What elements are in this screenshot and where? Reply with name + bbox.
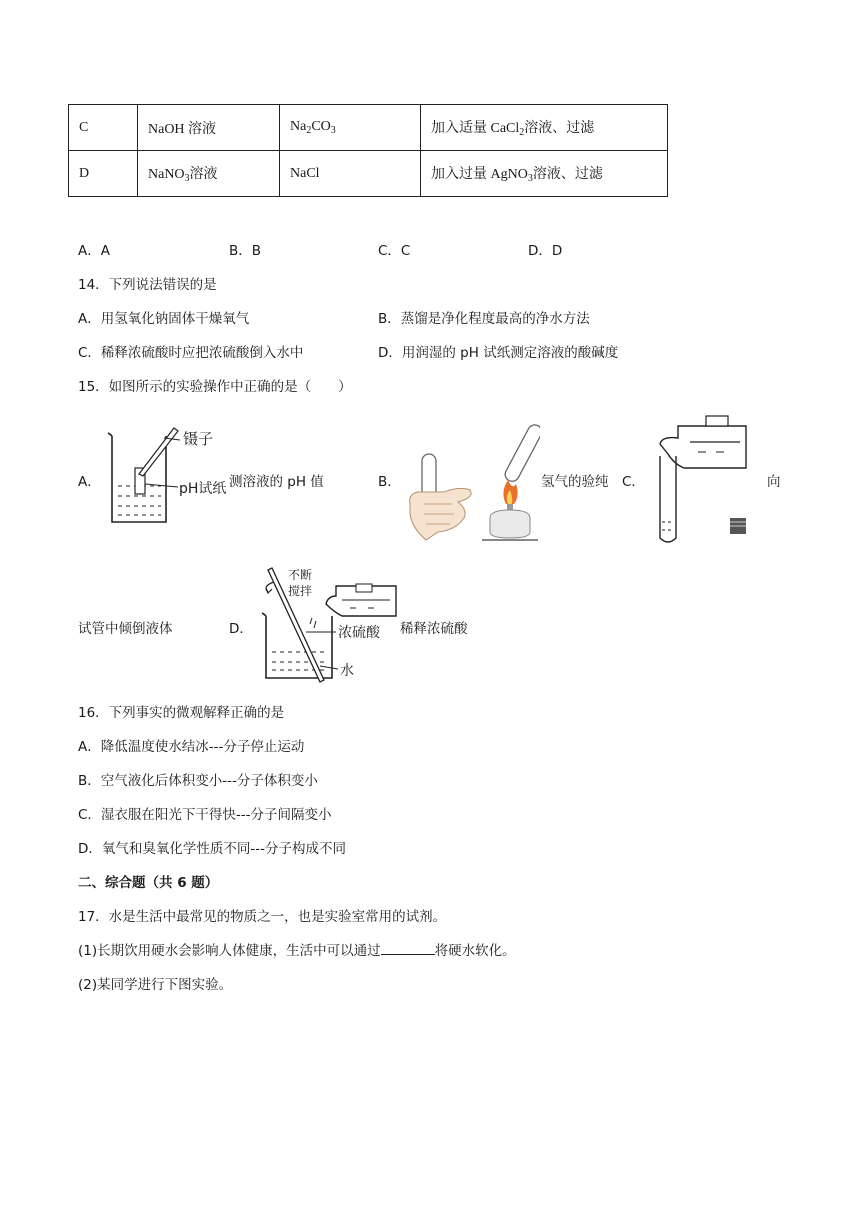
dilute-acid-figure [254,566,400,684]
table-cell-label: D [69,151,138,197]
q13-option-a: A．A [78,243,110,259]
table-cell-impurity: NaCl [280,151,421,197]
answer-blank[interactable] [381,940,435,955]
pouring-liquid-figure [650,414,754,546]
table-row [69,151,668,197]
q14-option-d: D．用润湿的 pH 试纸测定溶液的酸碱度 [378,345,619,361]
acid-label: 浓硫酸 [338,625,380,641]
table-cell-substance: NaNO$_3$溶液 [138,151,280,197]
q15-option-c-caption-tail: 向 [767,474,781,490]
q16-option-c: C．湿衣服在阳光下干得快---分子间隔变小 [78,807,332,823]
ph-test-figure [106,424,230,528]
stir-label-2: 搅拌 [288,584,313,598]
q15-stem: 15．如图所示的实验操作中正确的是（ ） [78,379,352,395]
q17-stem: 17．水是生活中最常见的物质之一，也是实验室常用的试剂。 [78,909,447,925]
table-cell-impurity: $Na_2CO_3$ [280,105,421,151]
q16-option-a: A．降低温度使水结冰---分子停止运动 [78,739,305,755]
q17-part2: (2)某同学进行下图实验。 [78,977,233,993]
q15-option-d-caption: 稀释浓硫酸 [400,621,468,637]
ph-paper-label: pH试纸 [179,481,227,497]
q14-option-b: B．蒸馏是净化程度最高的净水方法 [378,311,590,327]
q15-option-d-letter: D． [229,621,253,637]
table-cell-method: 加入适量 CaCl$_2$溶液、过滤 [421,105,668,151]
section-heading: 二、综合题（共 6 题） [78,875,219,891]
q15-option-b-caption: 氢气的验纯 [541,474,609,490]
q15-option-b-letter: B． [378,474,401,490]
q14-stem: 14．下列说法错误的是 [78,277,217,293]
q16-stem: 16．下列事实的微观解释正确的是 [78,705,285,721]
q13-option-c: C．C [378,243,411,259]
options-table [68,104,668,197]
q16-option-d: D．氧气和臭氧化学性质不同---分子构成不同 [78,841,347,857]
q14-option-a: A．用氢氧化钠固体干燥氧气 [78,311,250,327]
table-cell-label: C [69,105,138,151]
table-cell-substance: NaOH 溶液 [138,105,280,151]
q15-option-a-letter: A． [78,474,101,490]
q17-part1: (1)长期饮用硬水会影响人体健康，生活中可以通过 将硬水软化。 [78,939,516,959]
stir-label-1: 不断 [288,568,313,582]
q16-option-b: B．空气液化后体积变小---分子体积变小 [78,773,318,789]
q13-option-b: B．B [229,243,262,259]
hydrogen-purity-figure [404,418,540,546]
water-label: 水 [340,663,354,679]
q13-option-d: D．D [528,243,563,259]
table-row [69,105,668,151]
q15-option-a-caption: 测溶液的 pH 值 [229,474,324,490]
q15-option-c-letter: C． [622,474,645,490]
q15-option-c-caption: 试管中倾倒液体 [78,621,173,637]
tweezers-label: 镊子 [183,430,214,448]
q14-option-c: C．稀释浓硫酸时应把浓硫酸倒入水中 [78,345,304,361]
table-cell-method: 加入过量 AgNO$_3$溶液、过滤 [421,151,668,197]
